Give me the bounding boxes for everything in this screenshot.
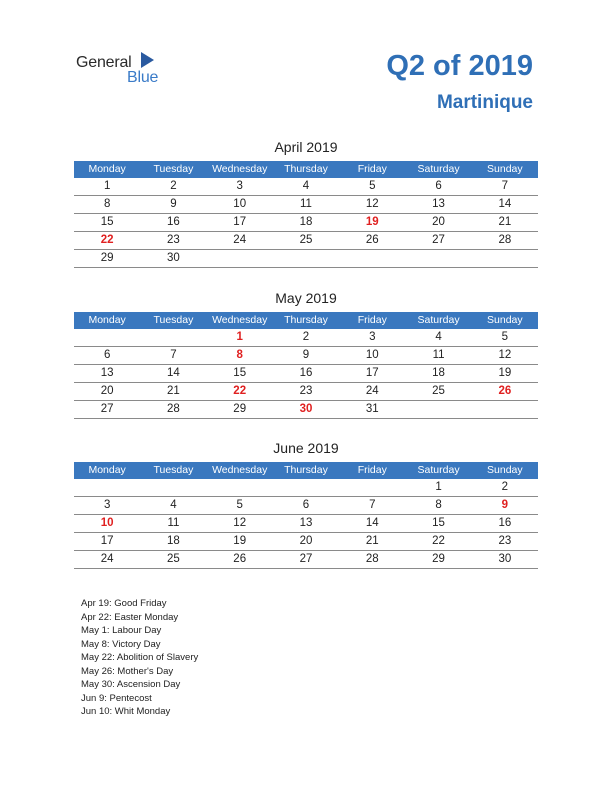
holiday-item: Apr 19: Good Friday	[81, 598, 167, 609]
day-cell: 23	[472, 533, 538, 551]
day-cell: 22	[74, 232, 140, 250]
month-june	[74, 438, 538, 569]
day-cell: 3	[339, 329, 405, 347]
month-april	[74, 137, 538, 268]
empty-day-cell	[405, 250, 471, 268]
day-cell: 25	[273, 232, 339, 250]
holiday-item: May 30: Ascension Day	[81, 679, 181, 690]
holiday-item: May 22: Abolition of Slavery	[81, 652, 199, 663]
day-cell: 23	[140, 232, 206, 250]
day-cell: 19	[339, 214, 405, 232]
day-cell: 11	[273, 196, 339, 214]
empty-day-cell	[140, 479, 206, 497]
country-name: Martinique	[436, 92, 533, 113]
day-cell: 16	[472, 515, 538, 533]
logo-general-text: General	[76, 54, 132, 71]
day-cell: 13	[273, 515, 339, 533]
day-cell: 22	[405, 533, 471, 551]
day-cell: 10	[74, 515, 140, 533]
day-cell: 24	[339, 383, 405, 401]
day-cell: 21	[140, 383, 206, 401]
day-cell: 10	[339, 347, 405, 365]
holiday-item: May 8: Victory Day	[81, 638, 161, 650]
day-cell: 1	[405, 479, 471, 497]
day-cell: 29	[207, 401, 273, 419]
day-cell: 9	[472, 497, 538, 515]
month-may	[74, 288, 538, 419]
day-cell: 28	[472, 232, 538, 250]
empty-day-cell	[140, 329, 206, 347]
weekday-header: Friday	[339, 462, 405, 479]
month-title: June 2019	[273, 440, 339, 456]
logo-flag-icon	[141, 52, 154, 68]
day-cell: 10	[207, 196, 273, 214]
weekday-header: Tuesday	[140, 462, 206, 479]
day-cell: 22	[207, 383, 273, 401]
day-cell: 27	[273, 551, 339, 569]
weekday-header: Friday	[339, 312, 405, 329]
day-cell: 15	[405, 515, 471, 533]
day-cell: 18	[405, 365, 471, 383]
day-cell: 5	[472, 329, 538, 347]
day-cell: 14	[339, 515, 405, 533]
day-cell: 2	[140, 178, 206, 196]
empty-day-cell	[472, 250, 538, 268]
month-title: April 2019	[274, 139, 338, 155]
day-cell: 16	[273, 365, 339, 383]
calendar-grid	[74, 462, 538, 569]
month-title: May 2019	[275, 290, 337, 306]
day-cell: 12	[339, 196, 405, 214]
day-cell: 31	[339, 401, 405, 419]
day-cell: 16	[140, 214, 206, 232]
day-cell: 25	[140, 551, 206, 569]
day-cell: 17	[74, 533, 140, 551]
day-cell: 7	[472, 178, 538, 196]
day-cell: 2	[273, 329, 339, 347]
day-cell: 26	[339, 232, 405, 250]
day-cell: 14	[472, 196, 538, 214]
empty-day-cell	[273, 479, 339, 497]
day-cell: 21	[472, 214, 538, 232]
empty-day-cell	[339, 250, 405, 268]
weekday-header: Saturday	[405, 161, 471, 178]
day-cell: 20	[74, 383, 140, 401]
empty-day-cell	[74, 479, 140, 497]
day-cell: 4	[273, 178, 339, 196]
day-cell: 8	[207, 347, 273, 365]
day-cell: 11	[405, 347, 471, 365]
day-cell: 17	[339, 365, 405, 383]
day-cell: 9	[273, 347, 339, 365]
day-cell: 19	[207, 533, 273, 551]
day-cell: 17	[207, 214, 273, 232]
day-cell: 15	[207, 365, 273, 383]
day-cell: 18	[273, 214, 339, 232]
day-cell: 23	[273, 383, 339, 401]
holiday-item: Jun 9: Pentecost	[81, 692, 152, 704]
weekday-header: Tuesday	[140, 312, 206, 329]
weekday-header: Thursday	[273, 312, 339, 329]
day-cell: 28	[339, 551, 405, 569]
day-cell: 26	[207, 551, 273, 569]
logo-blue-text: Blue	[127, 69, 159, 86]
weekday-header: Tuesday	[140, 161, 206, 178]
weekday-header: Sunday	[472, 312, 538, 329]
empty-day-cell	[207, 250, 273, 268]
day-cell: 28	[140, 401, 206, 419]
page-title: Q2 of 2019	[386, 50, 533, 82]
weekday-header: Monday	[74, 312, 140, 329]
empty-day-cell	[339, 479, 405, 497]
day-cell: 3	[207, 178, 273, 196]
empty-day-cell	[74, 329, 140, 347]
weekday-header: Thursday	[273, 161, 339, 178]
day-cell: 7	[140, 347, 206, 365]
day-cell: 29	[405, 551, 471, 569]
day-cell: 6	[273, 497, 339, 515]
holiday-item: May 1: Labour Day	[81, 625, 162, 636]
weekday-header: Friday	[339, 161, 405, 178]
holiday-list	[81, 597, 198, 719]
weekday-header: Saturday	[405, 462, 471, 479]
day-cell: 6	[405, 178, 471, 196]
day-cell: 12	[472, 347, 538, 365]
day-cell: 4	[405, 329, 471, 347]
day-cell: 4	[140, 497, 206, 515]
empty-day-cell	[405, 401, 471, 419]
empty-day-cell	[207, 479, 273, 497]
day-cell: 27	[74, 401, 140, 419]
weekday-header: Monday	[74, 462, 140, 479]
day-cell: 19	[472, 365, 538, 383]
weekday-header: Wednesday	[207, 161, 273, 178]
day-cell: 24	[207, 232, 273, 250]
day-cell: 30	[472, 551, 538, 569]
day-cell: 13	[405, 196, 471, 214]
weekday-header: Wednesday	[207, 462, 273, 479]
day-cell: 9	[140, 196, 206, 214]
weekday-header: Sunday	[472, 462, 538, 479]
day-cell: 25	[405, 383, 471, 401]
holiday-item: Jun 10: Whit Monday	[81, 706, 171, 717]
day-cell: 7	[339, 497, 405, 515]
holiday-item: Apr 22: Easter Monday	[81, 611, 179, 623]
holiday-item: May 26: Mother's Day	[81, 665, 174, 677]
day-cell: 11	[140, 515, 206, 533]
day-cell: 13	[74, 365, 140, 383]
day-cell: 1	[74, 178, 140, 196]
weekday-header: Monday	[74, 161, 140, 178]
day-cell: 30	[140, 250, 206, 268]
day-cell: 15	[74, 214, 140, 232]
weekday-header: Saturday	[405, 312, 471, 329]
day-cell: 8	[405, 497, 471, 515]
day-cell: 18	[140, 533, 206, 551]
day-cell: 29	[74, 250, 140, 268]
day-cell: 26	[472, 383, 538, 401]
day-cell: 3	[74, 497, 140, 515]
day-cell: 14	[140, 365, 206, 383]
weekday-header: Thursday	[273, 462, 339, 479]
day-cell: 1	[207, 329, 273, 347]
day-cell: 5	[339, 178, 405, 196]
calendar-grid	[74, 161, 538, 268]
day-cell: 30	[273, 401, 339, 419]
day-cell: 8	[74, 196, 140, 214]
weekday-header: Wednesday	[207, 312, 273, 329]
day-cell: 21	[339, 533, 405, 551]
day-cell: 20	[273, 533, 339, 551]
day-cell: 27	[405, 232, 471, 250]
logo	[76, 52, 176, 92]
day-cell: 12	[207, 515, 273, 533]
day-cell: 6	[74, 347, 140, 365]
day-cell: 20	[405, 214, 471, 232]
calendar-grid	[74, 312, 538, 419]
day-cell: 5	[207, 497, 273, 515]
weekday-header: Sunday	[472, 161, 538, 178]
empty-day-cell	[273, 250, 339, 268]
day-cell: 2	[472, 479, 538, 497]
empty-day-cell	[472, 401, 538, 419]
day-cell: 24	[74, 551, 140, 569]
